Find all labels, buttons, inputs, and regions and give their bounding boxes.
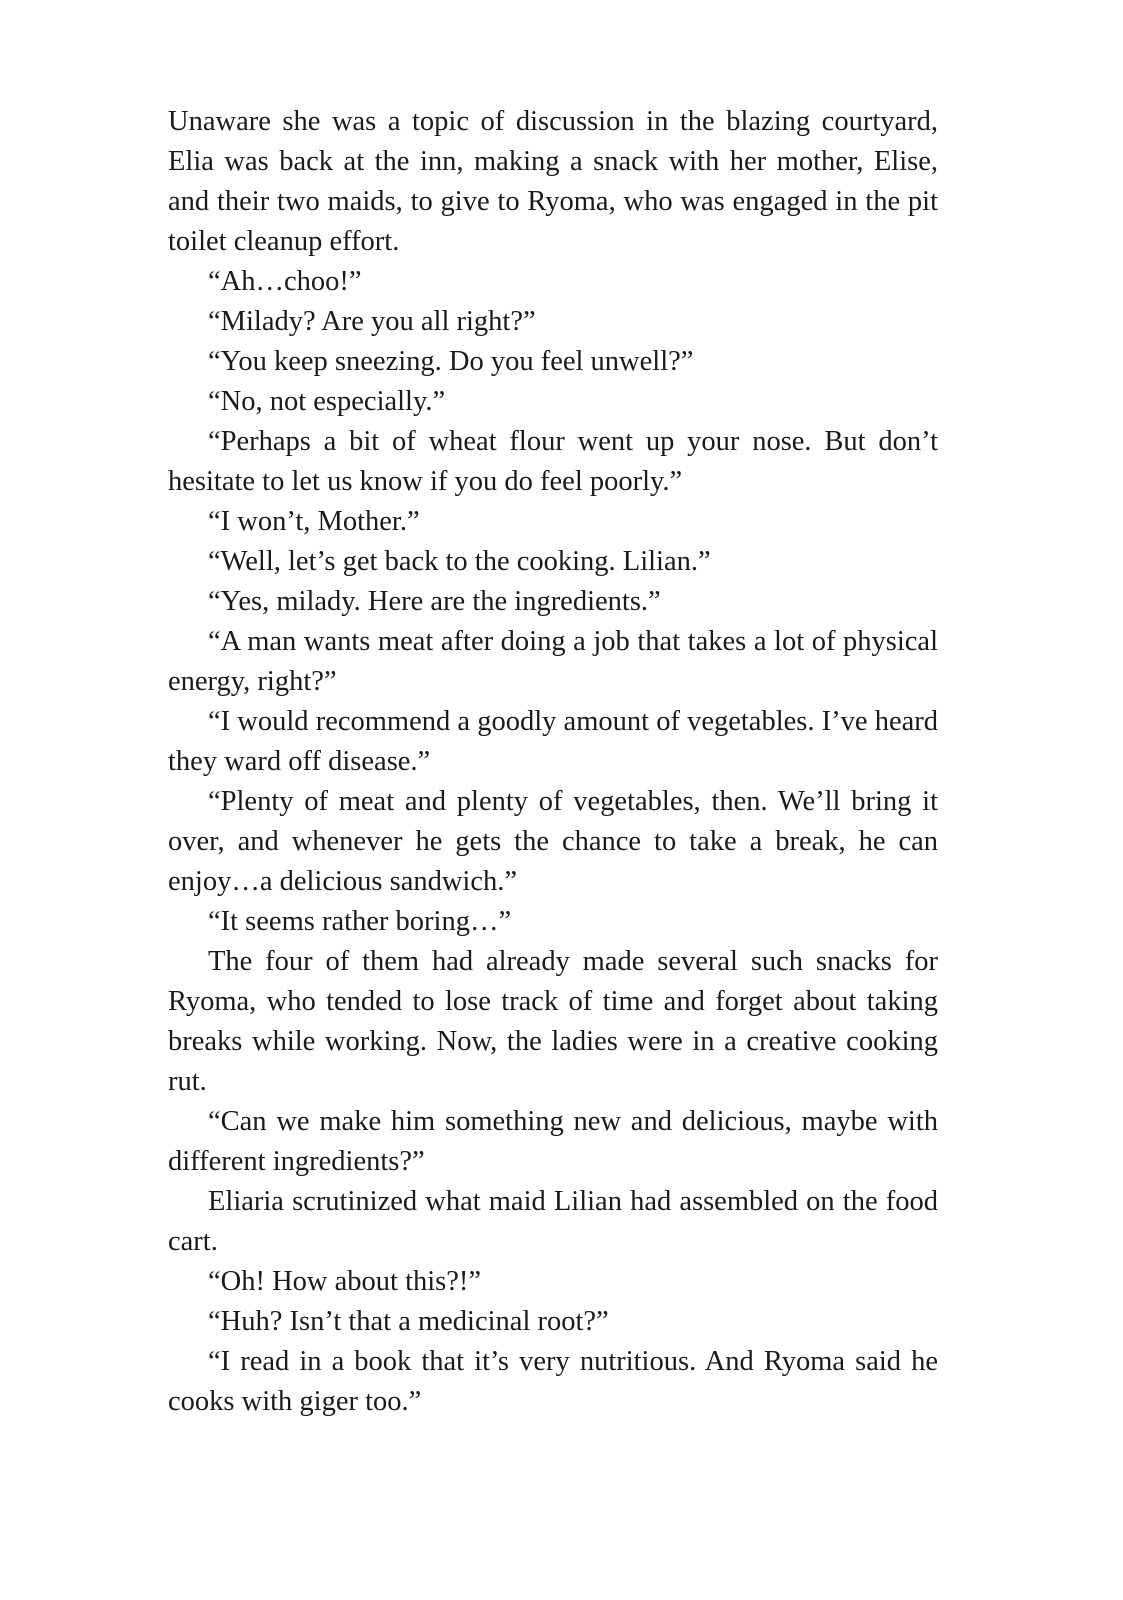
paragraph-dialogue: “Yes, milady. Here are the ingredients.” — [208, 586, 661, 617]
paragraph-dialogue: “Well, let’s get back to the cooking. Lilian.” — [208, 546, 711, 577]
paragraph-dialogue: “It seems rather boring…” — [208, 906, 512, 937]
paragraph-dialogue: “You keep sneezing. Do you feel unwell?” — [208, 346, 694, 377]
body-text — [168, 102, 938, 1422]
paragraph-dialogue: “I would recommend a goodly amount of vegetables. I’ve heard they ward off disease.” — [168, 706, 938, 777]
paragraph-dialogue: “Perhaps a bit of wheat flour went up your nose. But don’t hesitate to let us know if you do feel poorly.” — [168, 426, 938, 497]
paragraph-dialogue: “Oh! How about this?!” — [208, 1266, 482, 1297]
paragraph-narration: Unaware she was a topic of discussion in the blazing courtyard, Elia was back at the inn, making a snack with her mother, Elise, and their two maids, to give to Ryoma, who was engaged in the pit toilet cleanup effort. — [168, 106, 938, 257]
paragraph-dialogue: “Milady? Are you all right?” — [208, 306, 536, 337]
paragraph-dialogue: “Ah…choo!” — [208, 266, 362, 297]
paragraph-dialogue: “I read in a book that it’s very nutritious. And Ryoma said he cooks with giger too.” — [168, 1346, 938, 1417]
paragraph-dialogue: “A man wants meat after doing a job that takes a lot of physical energy, right?” — [168, 626, 938, 697]
paragraph-dialogue: “Plenty of meat and plenty of vegetables, then. We’ll bring it over, and whenever he gets the chance to take a break, he can enjoy…a delicious sandwich.” — [168, 786, 938, 897]
paragraph-dialogue: “I won’t, Mother.” — [208, 506, 420, 537]
paragraph-dialogue: “Can we make him something new and delicious, maybe with different ingredients?” — [168, 1106, 938, 1177]
paragraph-dialogue: “No, not especially.” — [208, 386, 446, 417]
paragraph-narration: Eliaria scrutinized what maid Lilian had assembled on the food cart. — [168, 1186, 938, 1257]
paragraph-narration: The four of them had already made several such snacks for Ryoma, who tended to lose track of time and forget about taking breaks while working. Now, the ladies were in a creative cooking rut. — [168, 946, 938, 1097]
paragraph-dialogue: “Huh? Isn’t that a medicinal root?” — [208, 1306, 609, 1337]
